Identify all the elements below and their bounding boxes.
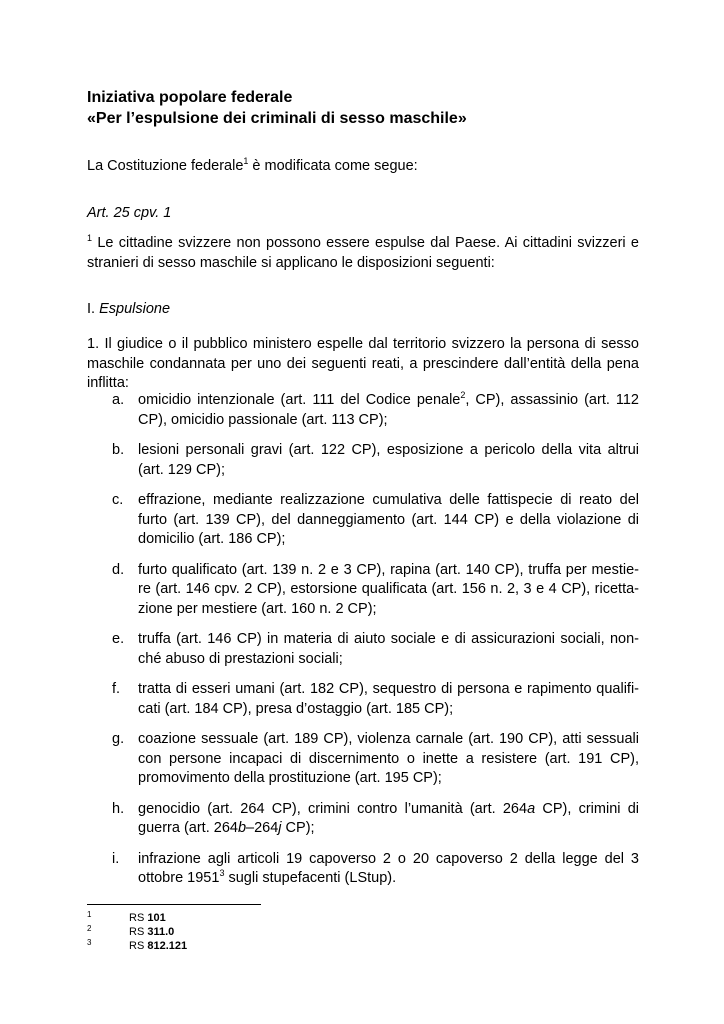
list-item-text: lesioni personali gravi (art. 122 CP), esposizione a pericolo della vita altrui (art. 129 CP); — [138, 442, 639, 478]
list-item-text: omicidio intenzionale (art. 111 del Codice penale — [138, 392, 461, 408]
list-item — [87, 561, 639, 620]
list-item — [87, 800, 639, 839]
list-item — [87, 491, 639, 550]
footnote-text — [129, 925, 174, 939]
list-item-label: g. — [112, 731, 125, 747]
footnote-code: 812.121 — [147, 940, 188, 952]
list-item-italic: b — [237, 820, 247, 836]
footnote-code: 101 — [147, 912, 166, 924]
paragraph-1 — [87, 234, 639, 273]
list-item-label: d. — [112, 561, 125, 578]
list-item-text: truffa (art. 146 CP) in materia di aiuto sociale e di assicurazioni sociali, non-ché abuso di prestazioni sociali; — [138, 631, 639, 667]
list-item-italic: j — [278, 820, 282, 836]
footnote-prefix: RS — [129, 912, 148, 924]
footnote-number: 3 — [87, 938, 92, 947]
intro-text-end: è modificata come segue: — [248, 158, 418, 174]
list-item-text: sugli stupefacenti (LStup). — [224, 870, 397, 886]
list-item — [87, 630, 639, 669]
document-title — [87, 87, 467, 129]
footnote-text — [129, 939, 187, 953]
paragraph-2: 1. Il giudice o il pubblico ministero espelle dal territorio svizzero la persona di sesso maschile condannata per uno dei seguenti reati, a prescindere dall’entità della pena inflitta: — [87, 336, 639, 391]
list-item-label: c. — [112, 492, 124, 508]
offence-list — [87, 391, 639, 900]
list-item — [87, 680, 639, 719]
list-item-text: –264 — [246, 820, 279, 836]
list-item-label: i. — [112, 850, 120, 867]
section-heading — [87, 300, 170, 319]
list-item-label: b. — [112, 442, 125, 458]
title-line-2: «Per l’espulsione dei criminali di sesso maschile» — [87, 110, 467, 127]
footnote-number: 2 — [87, 924, 92, 933]
list-item-text: tratta di esseri umani (art. 182 CP), sequestro di persona e rapimento qualifi-cati (art. 184 CP), presa d’ostaggio (art. 185 CP); — [138, 681, 639, 717]
footnote-separator — [87, 904, 261, 905]
section-numeral: I. — [87, 301, 100, 317]
paragraph-1-text: Le cittadine svizzere non possono essere espulse dal Paese. Ai cittadini svizzeri e stranieri di sesso maschile si applicano le disposizioni seguenti: — [87, 235, 639, 271]
list-item-label: a. — [112, 392, 125, 408]
list-item-text: genocidio (art. 264 CP), crimini contro l’umanità (art. 264 — [138, 800, 528, 817]
list-item-text: coazione sessuale (art. 189 CP), violenza carnale (art. 190 CP), atti sessuali con persone incapaci di discernimento o inette a resistere (art. 191 CP), promovimento della prostituzione (art. 195 CP); — [138, 731, 639, 786]
list-item — [87, 441, 639, 480]
list-item — [87, 850, 639, 889]
intro-text: La Costituzione federale — [87, 158, 244, 174]
footnote-ref: 3 — [219, 868, 225, 878]
list-item-label: f. — [112, 681, 121, 697]
footnote-code: 311.0 — [147, 926, 175, 938]
intro-sentence — [87, 157, 418, 176]
list-item-italic: a — [527, 800, 536, 817]
footnote-prefix: RS — [129, 940, 148, 952]
footnote-number: 1 — [87, 910, 92, 919]
list-item-text: , CP), assassinio (art. 112 CP), omicidio passionale (art. 113 CP); — [138, 392, 639, 428]
list-item-text: furto qualificato (art. 139 n. 2 e 3 CP), rapina (art. 140 CP), truffa per mestie-re (art. 146 cpv. 2 CP), estorsione qualificata (art. 156 n. 2, 3 e 4 CP), ricetta-zione per mestiere (art. 160 n. 2 CP); — [138, 561, 639, 617]
list-item — [87, 391, 639, 430]
title-line-1: Iniziativa popolare federale — [87, 89, 293, 106]
list-item-label: e. — [112, 631, 125, 647]
footnote-prefix: RS — [129, 926, 148, 938]
list-item — [87, 730, 639, 789]
list-item-label: h. — [112, 800, 125, 817]
footnote-ref: 1 — [243, 156, 249, 166]
footnote-text — [129, 911, 166, 925]
paragraph-number: 1 — [87, 233, 93, 243]
footnote-ref: 2 — [460, 390, 466, 400]
list-item-text: infrazione agli articoli 19 capoverso 2 o 20 capoverso 2 della legge del 3 ottobre 1951 — [138, 850, 639, 886]
list-item-text: CP), crimini di guerra (art. 264 — [138, 800, 639, 836]
list-item-text: CP); — [281, 820, 315, 836]
article-heading: Art. 25 cpv. 1 — [87, 205, 172, 221]
section-title: Espulsione — [99, 301, 171, 317]
list-item-text: effrazione, mediante realizzazione cumulativa delle fattispecie di reato del furto (art. 139 CP), del danneggiamento (art. 144 CP) e della violazione di domicilio (art. 186 CP); — [138, 492, 639, 547]
